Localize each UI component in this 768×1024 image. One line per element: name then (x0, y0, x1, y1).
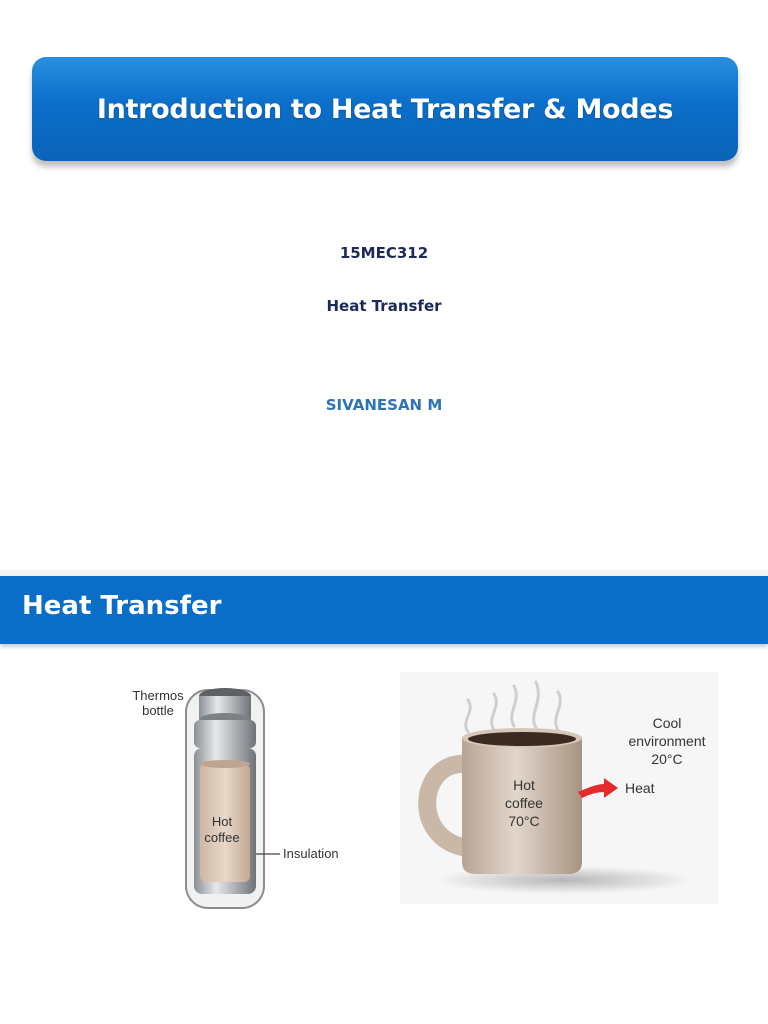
heat-transfer-slide (0, 576, 768, 1024)
thermos-label-line1: Thermos (132, 688, 184, 703)
env-label-line3: 20°C (651, 751, 683, 767)
thermos-neck (194, 720, 256, 748)
author-name: SIVANESAN M (325, 396, 443, 414)
slide-title: Introduction to Heat Transfer & Modes (96, 93, 674, 125)
mug-contents-line3: 70°C (508, 813, 540, 829)
title-banner (32, 57, 738, 161)
mug-contents-line2: coffee (505, 795, 543, 811)
course-code: 15MEC312 (339, 244, 429, 262)
heat-label: Heat (625, 780, 655, 796)
env-label-line2: environment (628, 733, 706, 749)
thermos-label-line2: bottle (142, 703, 174, 718)
thermos-illustration (120, 676, 360, 916)
mug-coffee-surface (468, 732, 576, 746)
thermos-contents-line2: coffee (204, 830, 240, 845)
env-label-line1: Cool (652, 715, 682, 731)
mug-contents-line1: Hot (513, 777, 535, 793)
section-title: Heat Transfer (22, 591, 222, 621)
section-header (0, 576, 768, 644)
insulation-label: Insulation (283, 846, 339, 861)
course-name: Heat Transfer (326, 297, 442, 315)
mug-illustration (396, 672, 726, 908)
thermos-contents-line1: Hot (211, 814, 233, 829)
